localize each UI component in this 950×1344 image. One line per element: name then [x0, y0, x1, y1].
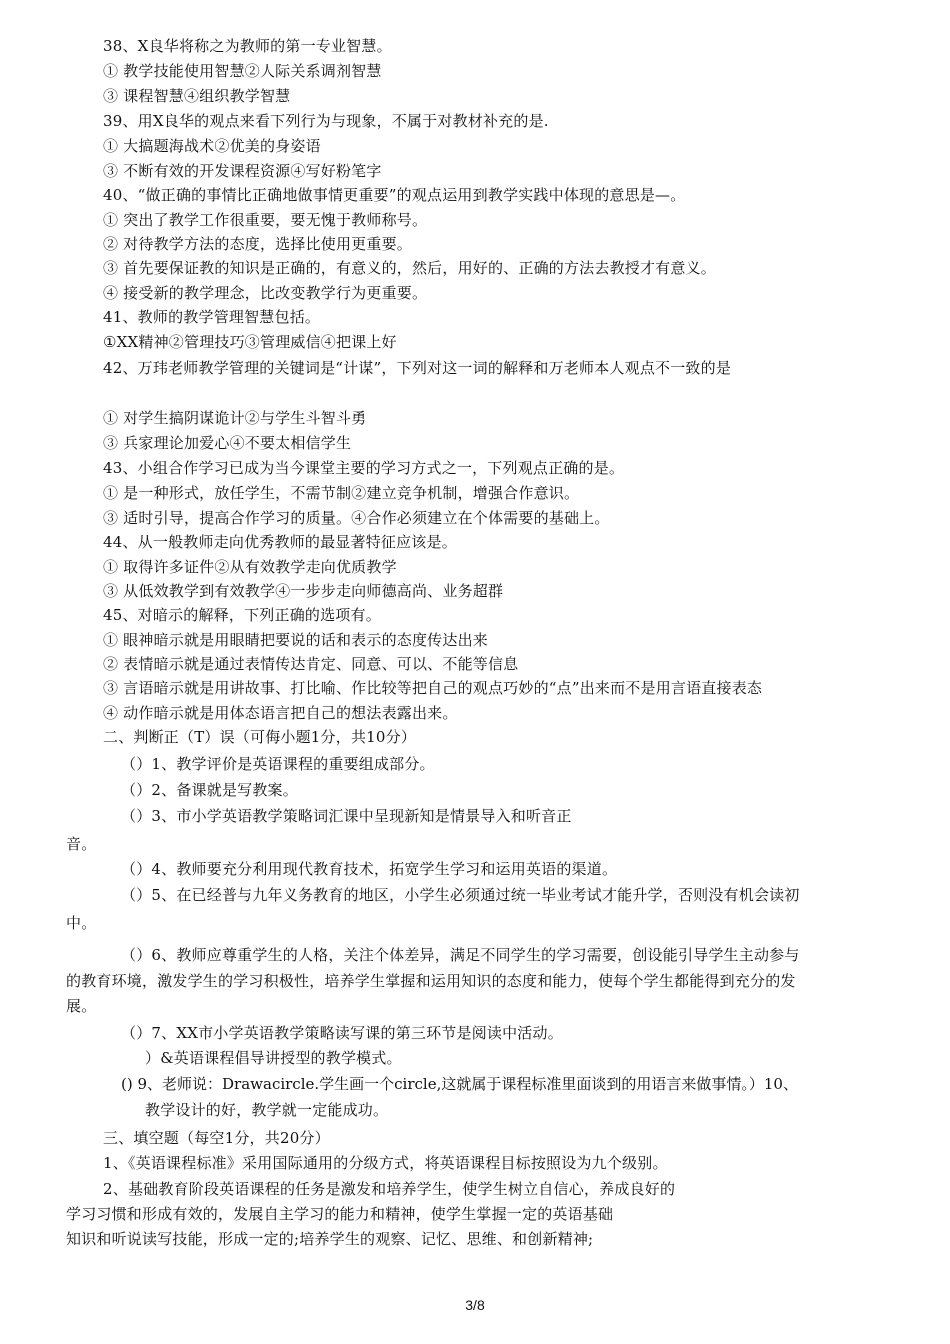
text-line: 的教育环境，激发学生的学习积极性，培养学生掌握和运用知识的态度和能力，使每个学生都能得到充分的发 — [66, 972, 796, 990]
text-line: （）2、备课就是写教案。 — [121, 781, 298, 799]
text-line: ①XX精神②管理技巧③管理威信④把课上好 — [103, 333, 397, 351]
text-line: ① 是一种形式，放任学生，不需节制②建立竞争机制，增强合作意识。 — [103, 484, 580, 502]
text-line: 知识和听说读写技能，形成一定的;培养学生的观察、记忆、思维、和创新精神; — [66, 1230, 594, 1248]
text-line: 38、X良华将称之为教师的第一专业智慧。 — [103, 37, 392, 55]
text-line: ③ 适时引导，提高合作学习的质量。④合作必须建立在个体需要的基础上。 — [103, 509, 610, 527]
text-line: ① 对学生搞阴谋诡计②与学生斗智斗勇 — [103, 409, 367, 427]
text-line: 中。 — [66, 914, 97, 932]
text-line: ③ 课程智慧④组织教学智慧 — [103, 87, 291, 105]
text-line: （）7、XX市小学英语教学策略读写课的第三环节是阅读中活动。 — [121, 1024, 563, 1042]
text-line: ③ 不断有效的开发课程资源④写好粉笔字 — [103, 162, 382, 180]
page-number: 3/8 — [465, 1297, 485, 1313]
text-line: 音。 — [66, 835, 97, 853]
text-line: ① 突出了教学工作很重要，要无愧于教师称号。 — [103, 211, 428, 229]
text-line: ② 对待教学方法的态度，选择比使用更重要。 — [103, 235, 412, 253]
text-line: （）5、在已经普与九年义务教育的地区，小学生必须通过统一毕业考试才能升学，否则没有机会读初 — [121, 886, 800, 904]
text-line: ③ 首先要保证教的知识是正确的，有意义的，然后，用好的、正确的方法去教授才有意义。 — [103, 259, 716, 277]
text-line: ③ 言语暗示就是用讲故事、打比喻、作比较等把自己的观点巧妙的“点”出来而不是用言语直接表态 — [103, 679, 763, 697]
text-line: 40、“做正确的事情比正确地做事情更重要”的观点运用到教学实践中体现的意思是—。 — [103, 186, 686, 204]
text-line: ③ 从低效教学到有效教学④一步步走向师德高尚、业务超群 — [103, 582, 504, 600]
text-line: 学习习惯和形成有效的，发展自主学习的能力和精神，使学生掌握一定的英语基础 — [66, 1205, 614, 1223]
text-line: 45、对暗示的解释，下列正确的选项有。 — [103, 606, 381, 624]
text-line: ② 表情暗示就是通过表情传达肯定、同意、可以、不能等信息 — [103, 655, 519, 673]
text-line: 44、从一般教师走向优秀教师的最显著特征应该是。 — [103, 533, 457, 551]
text-line: 展。 — [66, 997, 97, 1015]
text-line: () 9、老师说：Drawacircle.学生画一个circle,这就属于课程标准里面谈到的用语言来做事情。）10、 — [121, 1075, 798, 1093]
text-line: 2、基础教育阶段英语课程的任务是激发和培养学生，使学生树立自信心，养成良好的 — [103, 1180, 676, 1198]
text-line: ① 眼神暗示就是用眼睛把要说的话和表示的态度传达出来 — [103, 631, 488, 649]
text-line: （）1、教学评价是英语课程的重要组成部分。 — [121, 755, 435, 773]
section-heading: 三、填空题（每空1分，共20分） — [103, 1129, 330, 1147]
text-line: ④ 动作暗示就是用体态语言把自己的想法表露出来。 — [103, 704, 458, 722]
text-line: ① 大搞题海战术②优美的身姿语 — [103, 137, 321, 155]
text-line: （）4、教师要充分利用现代教育技术，拓宽学生学习和运用英语的渠道。 — [121, 860, 618, 878]
text-line: 39、用X良华的观点来看下列行为与现象，不属于对教材补充的是. — [103, 112, 549, 130]
section-heading: 二、判断正（T）误（可侮小题1分，共10分） — [103, 728, 417, 746]
text-line: ① 取得许多证件②从有效教学走向优质教学 — [103, 558, 397, 576]
text-line: ）&英语课程倡导讲授型的教学模式。 — [145, 1049, 402, 1067]
text-line: 43、小组合作学习已成为当今课堂主要的学习方式之一，下列观点正确的是。 — [103, 459, 625, 477]
text-line: （）6、教师应尊重学生的人格，关注个体差异，满足不同学生的学习需要，创设能引导学生主动参与 — [121, 946, 800, 964]
text-line: 1、《英语课程标准》采用国际通用的分级方式，将英语课程目标按照设为九个级别。 — [103, 1154, 668, 1172]
text-line: 41、教师的教学管理智慧包括。 — [103, 308, 321, 326]
text-line: ④ 接受新的教学理念，比改变教学行为更重要。 — [103, 284, 428, 302]
text-line: ③ 兵家理论加爱心④不要太相信学生 — [103, 434, 352, 452]
text-line: 教学设计的好，教学就一定能成功。 — [145, 1101, 389, 1119]
text-line: （）3、市小学英语教学策略词汇课中呈现新知是情景导入和听音正 — [121, 807, 572, 825]
text-line: 42、万玮老师教学管理的关键词是“计谋”，下列对这一词的解释和万老师本人观点不一致的是 — [103, 359, 732, 377]
text-line: ① 教学技能使用智慧②人际关系调剂智慧 — [103, 62, 382, 80]
